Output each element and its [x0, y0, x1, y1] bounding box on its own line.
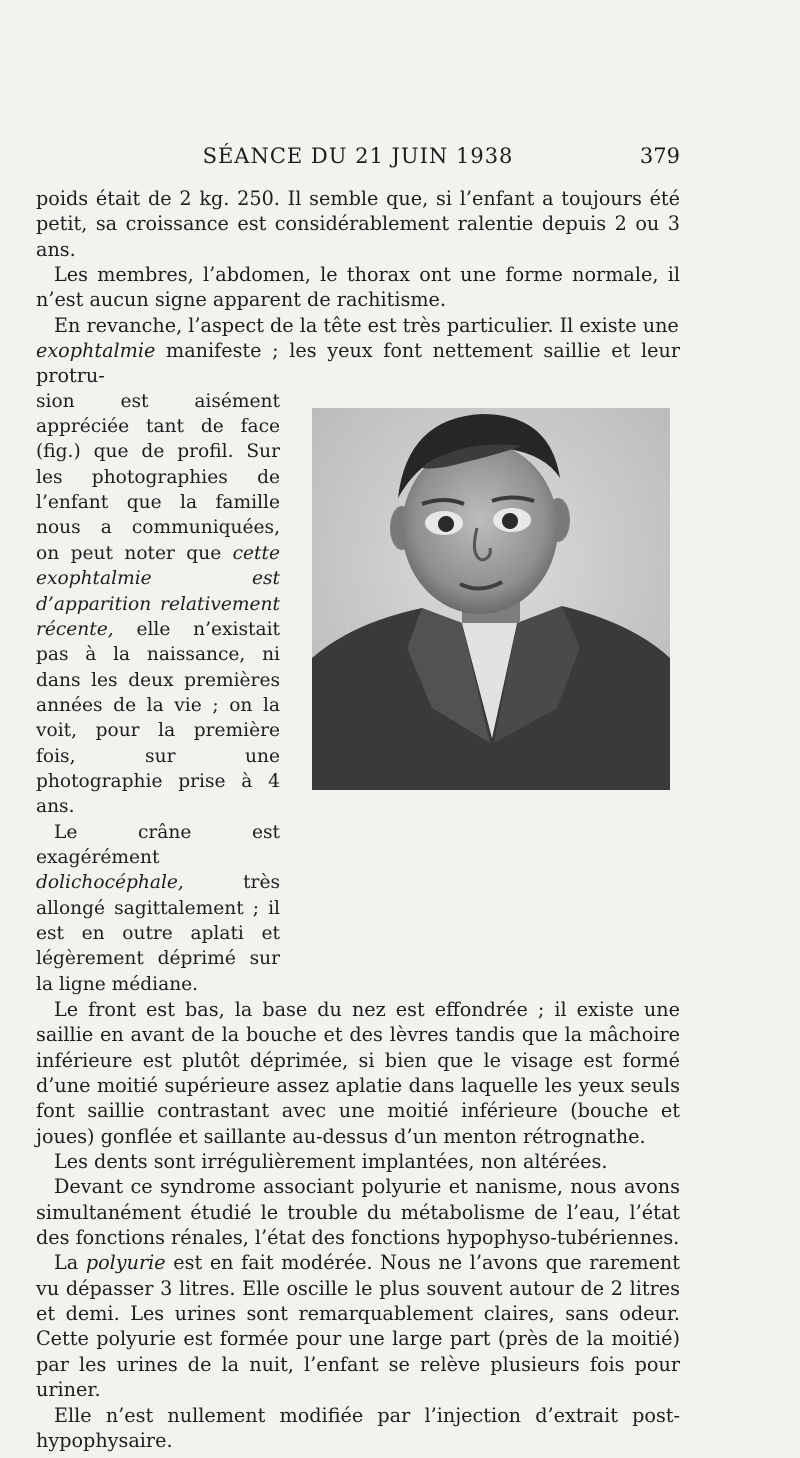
paragraph-exophtalmie [36, 389, 280, 820]
italic-span: cette exophtalmie est d’apparition relativement récente, [36, 542, 280, 640]
italic-span: polyurie [85, 1251, 166, 1275]
text-span: très allongé sagittalement ; il est en outre aplati et légèrement déprimé sur la ligne médiane. [36, 872, 280, 995]
text-span: elle n’existait pas à la naissance, ni dans les deux premières années de la vie ; on la voit, pour la première fois, sur une photographie prise à 4 ans. [36, 618, 280, 818]
running-header [36, 144, 680, 174]
paragraph-head-line2 [36, 338, 680, 389]
patient-photograph [312, 408, 670, 790]
paragraph-weight: poids était de 2 kg. 250. Il semble que, si l’enfant a toujours été petit, sa croissance est considérablement ralentie depuis 2 ou 3 ans. [36, 187, 680, 261]
portrait-illustration [312, 408, 670, 790]
paragraph-teeth: Les dents sont irrégulièrement implantées, non altérées. [54, 1150, 608, 1174]
italic-span: dolichocéphale, [36, 872, 184, 894]
paragraph-face: Le front est bas, la base du nez est effondrée ; il existe une saillie en avant de la bouche et des lèvres tandis que la mâchoire inférieure est plutôt déprimée, si bien que le visage est formé d’une moitié supérieure assez aplatie dans laquelle les yeux seuls font saillie contrastant avec une moitié inférieure (bouche et joues) gonflée et saillante au-dessus d’un menton rétrognathe. [36, 998, 680, 1148]
text-span: sion est aisément appréciée tant de face (fig.) que de profil. Sur les photographies de l’enfant que la famille nous a communiquées, on peut noter que [36, 390, 280, 564]
paragraph-polyurie [36, 1250, 680, 1402]
text-span: La [54, 1251, 86, 1275]
paragraph-head-line2-rest: manifeste ; les yeux font nettement saillie et leur protru- [36, 339, 680, 388]
paragraph-syndrome: Devant ce syndrome associant polyurie et nanisme, nous avons simultanément étudié le trouble du métabolisme de l’eau, l’état des fonctions rénales, l’état des fonctions hypophyso-tubériennes. [36, 1175, 680, 1250]
running-title: SÉANCE DU 21 JUIN 1938 [202, 144, 514, 168]
text-span: est en fait modérée. Nous ne l’avons que rarement vu dépasser 3 litres. Elle oscille le plus souvent autour de 2 litres et demi. Les urines sont remarquablement claires, sans odeur. Cette polyurie est formée pour une large part (près de la moitié) par les urines de la nuit, l’enfant se relève plusieurs fois pour uriner. [36, 1251, 680, 1402]
paragraph-injection: Elle n’est nullement modifiée par l’injection d’extrait post-hypophysaire. [36, 1403, 680, 1452]
page-number: 379 [639, 144, 680, 168]
paragraph-skull [36, 820, 280, 997]
italic-exophtalmie: exophtalmie [36, 339, 156, 363]
paragraph-limbs: Les membres, l’abdomen, le thorax ont une forme normale, il n’est aucun signe apparent de rachitisme. [36, 263, 680, 312]
paragraph-head-line1: En revanche, l’aspect de la tête est très particulier. Il existe une [54, 313, 679, 337]
article-body [36, 186, 680, 1453]
text-span: Le crâne est exagérément [36, 821, 280, 868]
